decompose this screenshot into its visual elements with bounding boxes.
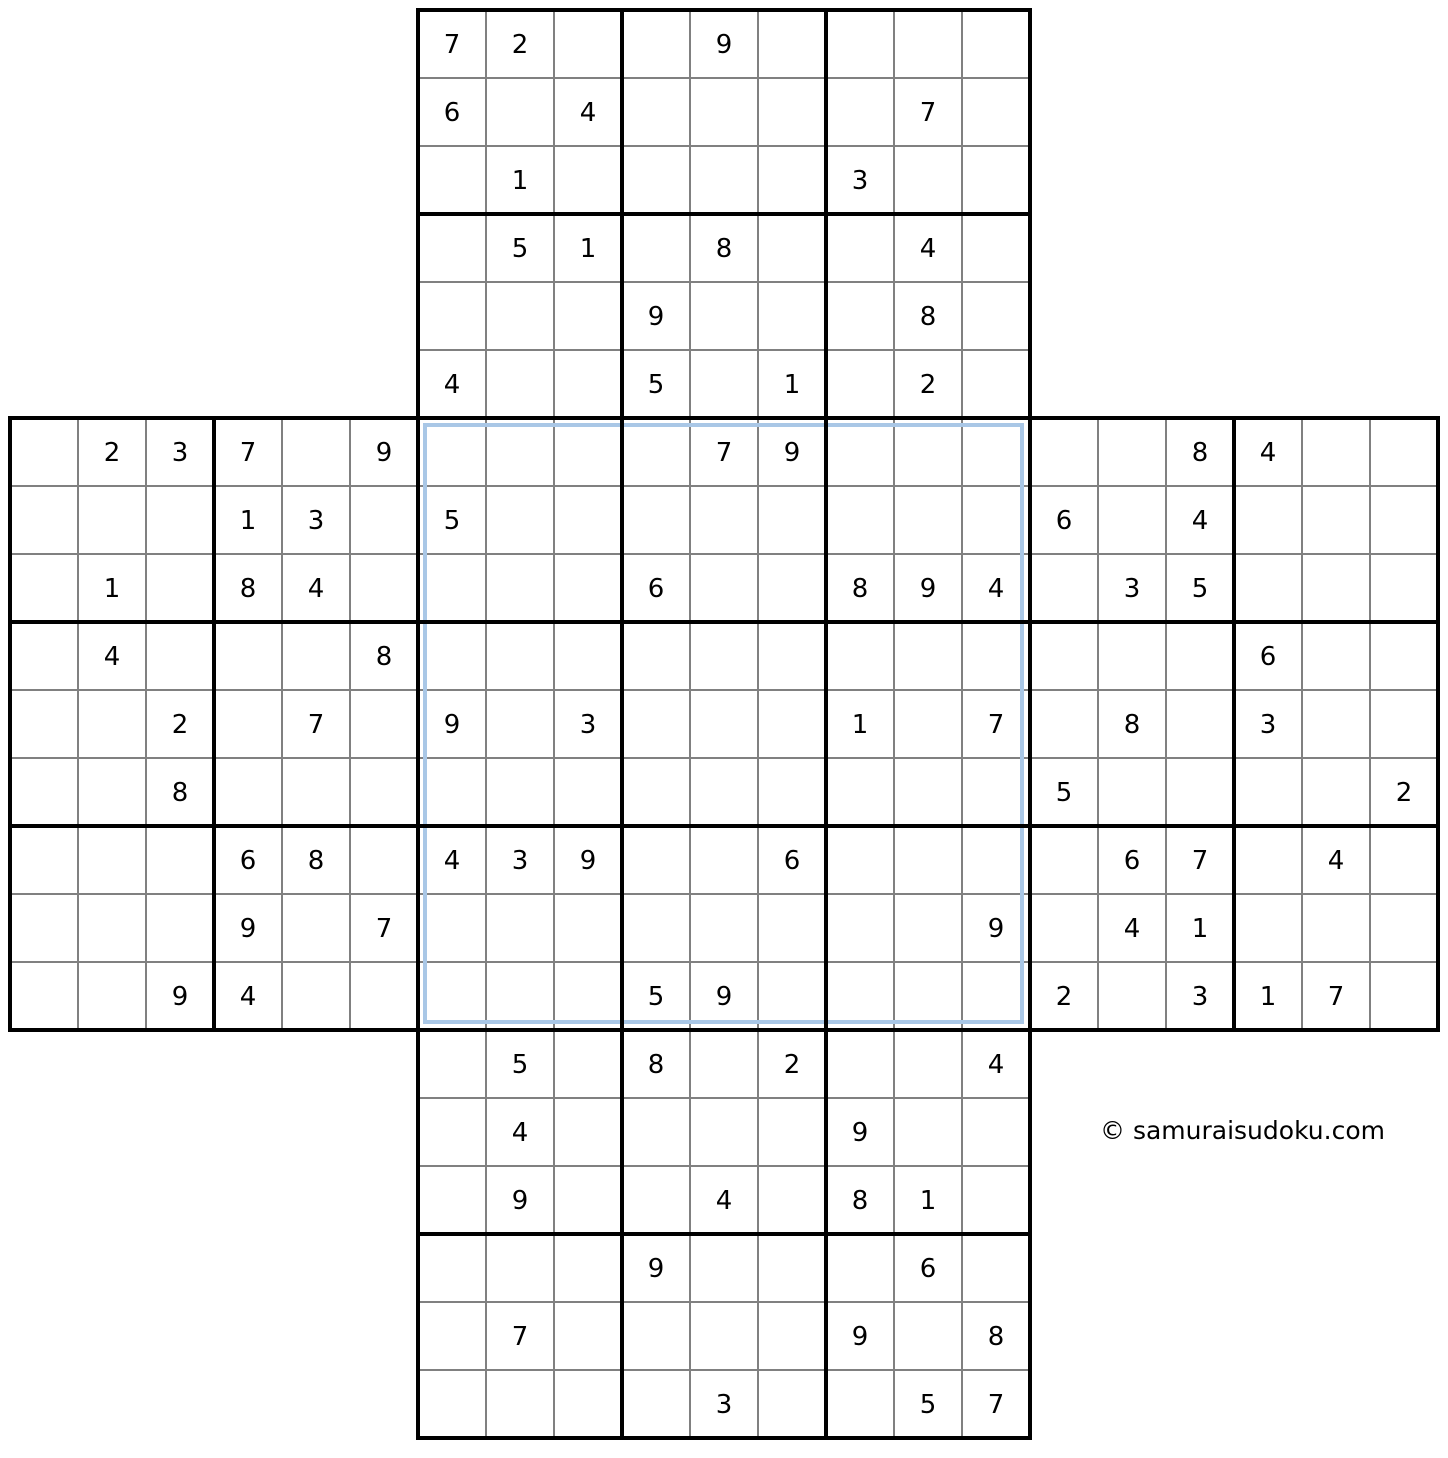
given-digit: 1: [851, 710, 869, 740]
given-digit: 7: [1191, 846, 1209, 876]
given-digit: 8: [647, 1050, 665, 1080]
given-digit: 9: [171, 982, 189, 1012]
given-digit: 4: [987, 1050, 1005, 1080]
given-digit: 4: [1123, 914, 1141, 944]
given-digit: 2: [919, 370, 937, 400]
given-digit: 7: [511, 1322, 529, 1352]
given-digit: 5: [647, 370, 665, 400]
given-digit: 1: [783, 370, 801, 400]
given-digit: 8: [851, 574, 869, 604]
given-digit: 4: [307, 574, 325, 604]
given-digit: 6: [1123, 846, 1141, 876]
thin-grid-lines: [10, 10, 1438, 1438]
given-digit: 4: [1191, 506, 1209, 536]
given-digit: 6: [919, 1254, 937, 1284]
given-digit: 4: [103, 642, 121, 672]
given-digit: 4: [443, 846, 461, 876]
given-digit: 4: [987, 574, 1005, 604]
given-digit: 4: [1327, 846, 1345, 876]
given-digit: 3: [307, 506, 325, 536]
given-digit: 9: [647, 1254, 665, 1284]
given-digit: 9: [783, 438, 801, 468]
given-digit: 9: [511, 1186, 529, 1216]
given-digit: 4: [715, 1186, 733, 1216]
given-digit: 5: [511, 234, 529, 264]
given-digit: 1: [1191, 914, 1209, 944]
given-digit: 9: [239, 914, 257, 944]
given-digit: 9: [375, 438, 393, 468]
given-digit: 9: [851, 1322, 869, 1352]
given-digit: 9: [919, 574, 937, 604]
given-digit: 5: [1055, 778, 1073, 808]
given-digit: 4: [919, 234, 937, 264]
given-digit: 5: [511, 1050, 529, 1080]
given-digit: 7: [375, 914, 393, 944]
given-digit: 4: [1259, 438, 1277, 468]
center-grid-highlight: [425, 425, 1022, 1022]
given-digit: 8: [851, 1186, 869, 1216]
given-digit: 8: [307, 846, 325, 876]
given-digit: 5: [1191, 574, 1209, 604]
given-digit: 9: [987, 914, 1005, 944]
given-digit: 3: [171, 438, 189, 468]
given-digit: 8: [239, 574, 257, 604]
given-digit: 9: [715, 30, 733, 60]
given-digit: 8: [375, 642, 393, 672]
given-digit: 8: [1191, 438, 1209, 468]
given-digit: 5: [647, 982, 665, 1012]
given-digit: 3: [715, 1390, 733, 1420]
given-digit: 6: [1259, 642, 1277, 672]
given-digit: 6: [1055, 506, 1073, 536]
given-digit: 6: [783, 846, 801, 876]
given-digit: 7: [307, 710, 325, 740]
given-digit: 5: [443, 506, 461, 536]
given-digit: 7: [919, 98, 937, 128]
given-digit: 4: [239, 982, 257, 1012]
given-digit: 8: [1123, 710, 1141, 740]
given-digit: 2: [1395, 778, 1413, 808]
given-digit: 3: [1191, 982, 1209, 1012]
given-digit: 2: [103, 438, 121, 468]
given-digit: 1: [919, 1186, 937, 1216]
given-digit: 2: [171, 710, 189, 740]
thick-grid-lines: [10, 10, 1438, 1438]
given-digit: 7: [987, 1390, 1005, 1420]
given-digit: 3: [579, 710, 597, 740]
given-digit: 8: [171, 778, 189, 808]
given-digit: 1: [103, 574, 121, 604]
given-digit: 3: [851, 166, 869, 196]
given-digit: 8: [715, 234, 733, 264]
given-digit: 1: [579, 234, 597, 264]
copyright-text: © samuraisudoku.com: [1100, 1116, 1385, 1145]
given-digit: 4: [579, 98, 597, 128]
given-digit: 8: [987, 1322, 1005, 1352]
given-digit: 4: [443, 370, 461, 400]
given-digit: 3: [511, 846, 529, 876]
given-digit: 5: [919, 1390, 937, 1420]
given-digit: 6: [239, 846, 257, 876]
given-digit: 9: [647, 302, 665, 332]
given-digit: 2: [511, 30, 529, 60]
given-digit: 3: [1259, 710, 1277, 740]
given-digit: 9: [715, 982, 733, 1012]
given-digit: 7: [987, 710, 1005, 740]
given-digit: 1: [511, 166, 529, 196]
given-digit: 6: [443, 98, 461, 128]
given-digit: 7: [239, 438, 257, 468]
given-digit: 6: [647, 574, 665, 604]
given-digit: 2: [1055, 982, 1073, 1012]
given-digit: 7: [715, 438, 733, 468]
given-digit: 4: [511, 1118, 529, 1148]
given-digit: 7: [1327, 982, 1345, 1012]
given-digit: 8: [919, 302, 937, 332]
given-digit: 9: [851, 1118, 869, 1148]
given-digit: 1: [1259, 982, 1277, 1012]
given-digit: 3: [1123, 574, 1141, 604]
given-digit: 1: [239, 506, 257, 536]
given-digit: 2: [783, 1050, 801, 1080]
given-digit: 7: [443, 30, 461, 60]
given-digit: 9: [443, 710, 461, 740]
given-digit: 9: [579, 846, 597, 876]
